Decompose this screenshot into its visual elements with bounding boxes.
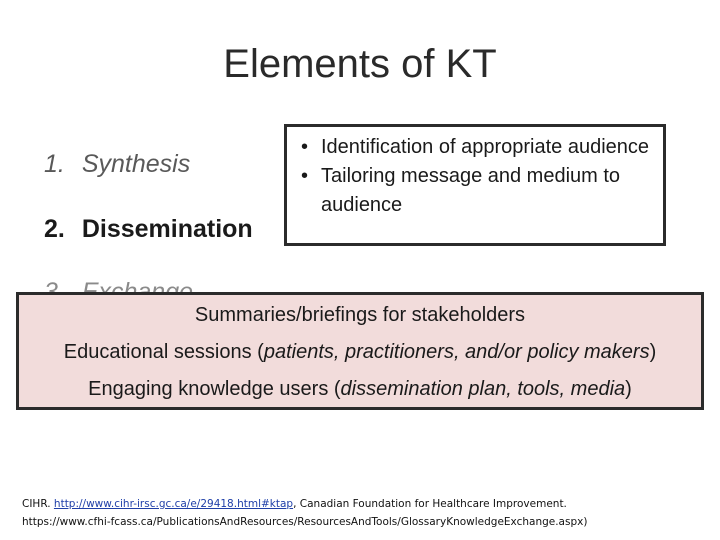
list-label: Synthesis bbox=[81, 150, 191, 178]
example-text: ) bbox=[625, 378, 632, 400]
example-text: Educational sessions ( bbox=[63, 341, 264, 363]
example-line bbox=[19, 334, 701, 371]
slide-title: Elements of KT bbox=[223, 42, 497, 86]
example-line bbox=[19, 297, 701, 334]
citation-text: CIHR. bbox=[22, 498, 54, 510]
example-italic-text: patients, practitioners, and/or policy makers bbox=[263, 341, 650, 363]
example-text: ) bbox=[649, 341, 657, 363]
list-number: 1. bbox=[44, 150, 65, 178]
list-label: Dissemination bbox=[81, 215, 253, 243]
bullet-icon: • bbox=[301, 165, 309, 187]
bullet-item bbox=[301, 133, 653, 162]
list-number: 2. bbox=[44, 215, 65, 243]
example-text: Engaging knowledge users ( bbox=[88, 378, 341, 400]
citation-url: https://www.cfhi-fcass.ca/PublicationsAndResources/ResourcesAndTools/GlossaryKnowledgeExchange.aspx) bbox=[22, 516, 588, 528]
example-text: Summaries/briefings for stakeholders bbox=[194, 304, 526, 326]
dissemination-details-box bbox=[284, 124, 666, 246]
citation-footer bbox=[22, 495, 712, 531]
list-item-synthesis bbox=[44, 150, 190, 179]
cihr-link[interactable]: http://www.cihr-irsc.gc.ca/e/29418.html#ktap bbox=[53, 498, 294, 510]
dissemination-examples-box bbox=[16, 292, 704, 410]
bullet-text: Identification of appropriate audience bbox=[321, 136, 650, 158]
bullet-item bbox=[301, 162, 653, 220]
citation-text: , Canadian Foundation for Healthcare Improvement. bbox=[293, 498, 567, 510]
bullet-text: Tailoring message and medium to audience bbox=[321, 165, 621, 216]
example-line bbox=[19, 371, 701, 408]
bullet-icon: • bbox=[301, 136, 309, 158]
example-italic-text: dissemination plan, tools, media bbox=[340, 378, 626, 400]
list-item-dissemination bbox=[44, 215, 253, 244]
